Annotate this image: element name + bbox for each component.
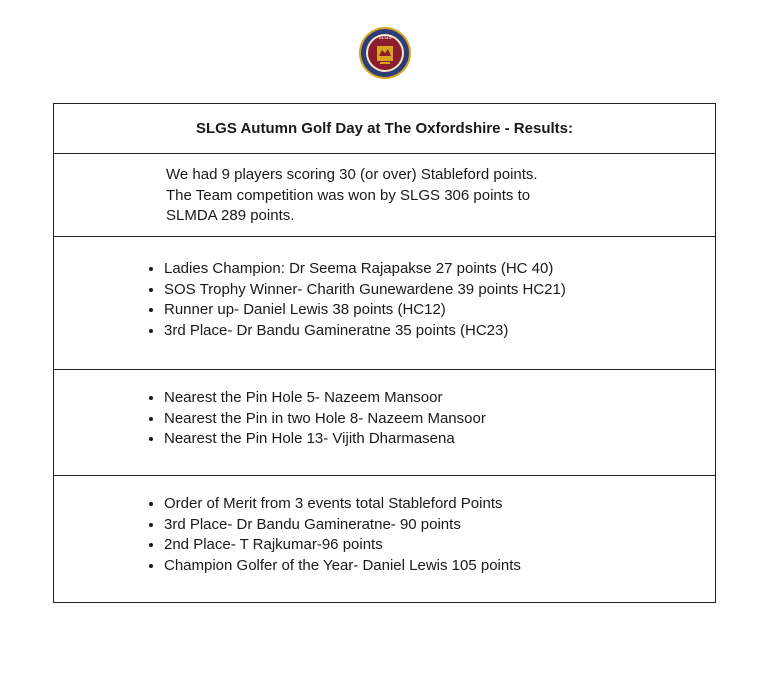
logo-ring-text: SLGS — [378, 35, 392, 41]
intro-line: The Team competition was won by SLGS 306 points to — [166, 186, 531, 204]
intro-line: We had 9 players scoring 30 (or over) Stableford points. — [166, 166, 538, 183]
intro-section — [54, 154, 715, 237]
champions-section — [54, 237, 715, 370]
list-item: • Nearest the Pin Hole 13- Vijith Dharmasena — [164, 429, 715, 450]
list-item: • Nearest the Pin in two Hole 8- Nazeem Mansoor — [164, 409, 715, 430]
list-item: • Order of Merit from 3 events total Stableford Points — [164, 494, 715, 515]
list-item: • 3rd Place- Dr Bandu Gamineratne 35 points (HC23) — [164, 321, 715, 342]
results-table — [53, 103, 716, 603]
results-title: SLGS Autumn Golf Day at The Oxfordshire - Results: — [54, 104, 715, 154]
slgs-crest-icon — [358, 26, 412, 80]
list-item: • 3rd Place- Dr Bandu Gamineratne- 90 points — [164, 515, 715, 536]
list-item: • Nearest the Pin Hole 5- Nazeem Mansoor — [164, 388, 715, 409]
list-item: • Champion Golfer of the Year- Daniel Lewis 105 points — [164, 556, 715, 577]
list-item: • SOS Trophy Winner- Charith Gunewardene 39 points HC21) — [164, 280, 715, 301]
list-item: • Runner up- Daniel Lewis 38 points (HC12) — [164, 300, 715, 321]
order-of-merit-section — [54, 476, 715, 602]
intro-line: SLMDA 289 points. — [166, 207, 295, 224]
list-item: • 2nd Place- T Rajkumar-96 points — [164, 535, 715, 556]
nearest-pin-section — [54, 370, 715, 476]
list-item: • Ladies Champion: Dr Seema Rajapakse 27 points (HC 40) — [164, 259, 715, 280]
